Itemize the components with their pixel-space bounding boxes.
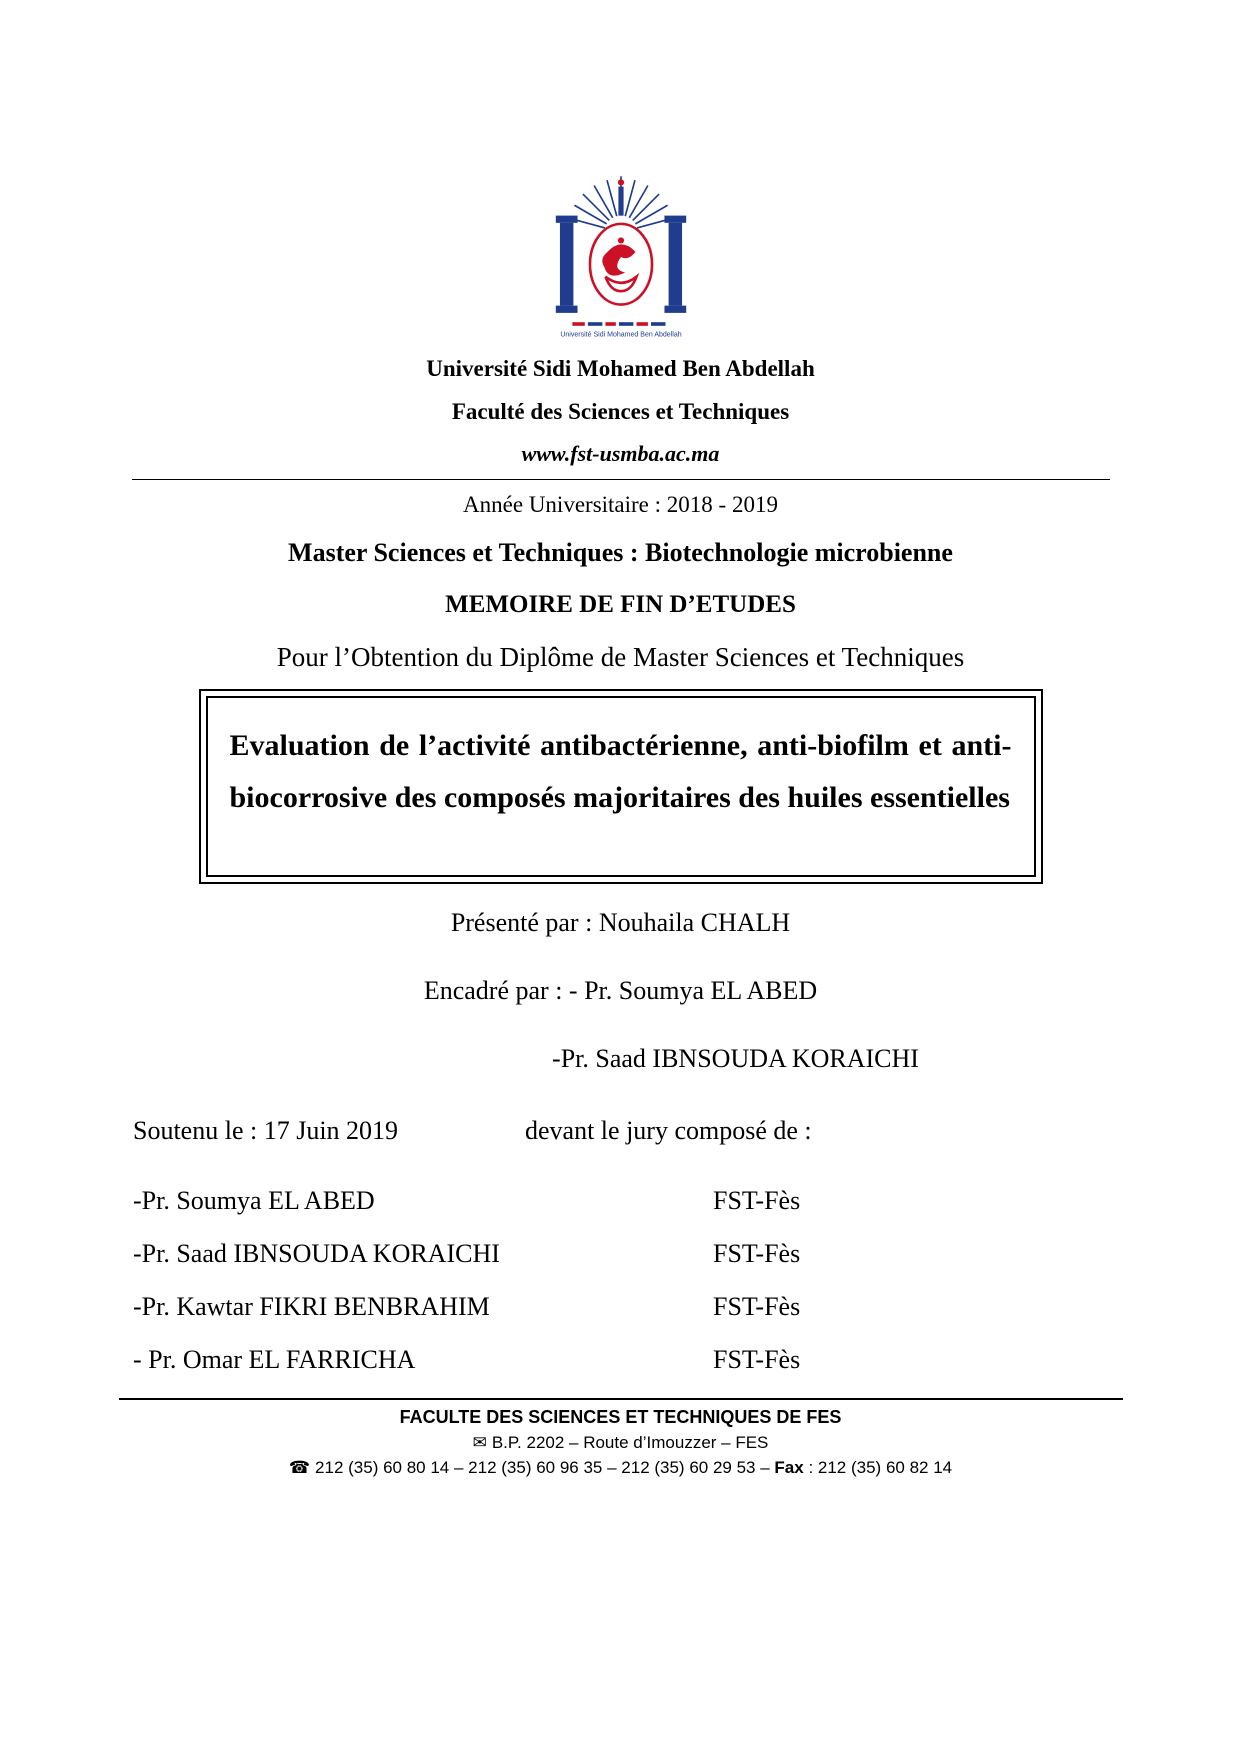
logo-medallion: [589, 224, 651, 305]
footer-fax-number: : 212 (35) 60 82 14: [808, 1458, 953, 1478]
footer-fax-label: Fax: [774, 1458, 804, 1478]
footer: [0, 1407, 1241, 1478]
logo-minaret: [618, 187, 623, 216]
logo-arabic-caption: [572, 322, 665, 326]
footer-phones-line: [0, 1458, 1241, 1478]
phone-icon: ☎: [288, 1458, 311, 1478]
memoir-heading: MEMOIRE DE FIN D’ETUDES: [445, 591, 796, 618]
logo-finial: [617, 179, 623, 185]
footer-address-line: [0, 1433, 1241, 1453]
website-url: www.fst-usmba.ac.ma: [521, 441, 720, 466]
jury-row: [133, 1186, 1108, 1216]
jury-list: [0, 1186, 1241, 1375]
jury-row: [133, 1292, 1108, 1322]
jury-intro: devant le jury composé de :: [525, 1116, 812, 1146]
mail-icon: ✉: [472, 1433, 487, 1453]
diploma-line: Pour l’Obtention du Diplôme de Master Sciences et Techniques: [276, 642, 965, 672]
program-name: Master Sciences et Techniques : Biotechnologie microbienne: [288, 538, 953, 567]
defense-row: [0, 1116, 1241, 1146]
logo-left-column: [555, 216, 577, 313]
jury-row: [133, 1345, 1108, 1375]
university-logo: [0, 168, 1241, 346]
academic-year: Année Universitaire : 2018 - 2019: [463, 492, 778, 517]
thesis-title: Evaluation de l’activité antibactérienne, anti-biofilm et anti-biocorrosive des composés majoritaires des huiles essentielles: [229, 729, 1012, 814]
jury-member-affiliation: FST-Fès: [713, 1239, 801, 1269]
footer-divider: [119, 1398, 1123, 1400]
thesis-title-box: [199, 689, 1043, 884]
university-name: Université Sidi Mohamed Ben Abdellah: [426, 356, 815, 381]
footer-address-text: B.P. 2202 – Route d’Imouzzer – FES: [491, 1433, 769, 1453]
thesis-title-box-inner: [206, 696, 1036, 877]
jury-member-affiliation: FST-Fès: [713, 1292, 801, 1322]
footer-faculty-name: FACULTE DES SCIENCES ET TECHNIQUES DE FES: [399, 1407, 842, 1428]
jury-row: [133, 1239, 1108, 1269]
faculty-name: Faculté des Sciences et Techniques: [451, 399, 790, 424]
jury-member-name: -Pr. Saad IBNSOUDA KORAICHI: [133, 1239, 500, 1269]
jury-member-name: -Pr. Soumya EL ABED: [133, 1186, 375, 1216]
jury-member-affiliation: FST-Fès: [713, 1345, 801, 1375]
supervised-by-line: Encadré par : - Pr. Soumya EL ABED: [423, 976, 818, 1006]
university-emblem-graphic: [543, 168, 699, 346]
logo-caption-text: Université Sidi Mohamed Ben Abdellah: [559, 331, 682, 339]
jury-member-name: - Pr. Omar EL FARRICHA: [133, 1345, 416, 1375]
second-supervisor-line: -Pr. Saad IBNSOUDA KORAICHI: [552, 1044, 919, 1074]
footer-phone-numbers: 212 (35) 60 80 14 – 212 (35) 60 96 35 – 212 (35) 60 29 53 –: [315, 1458, 770, 1478]
defense-date: Soutenu le : 17 Juin 2019: [133, 1116, 399, 1146]
jury-member-affiliation: FST-Fès: [713, 1186, 801, 1216]
jury-member-name: -Pr. Kawtar FIKRI BENBRAHIM: [133, 1292, 490, 1322]
presented-by-line: Présenté par : Nouhaila CHALH: [450, 908, 791, 938]
logo-right-column: [664, 216, 686, 313]
header-divider: [132, 479, 1110, 480]
